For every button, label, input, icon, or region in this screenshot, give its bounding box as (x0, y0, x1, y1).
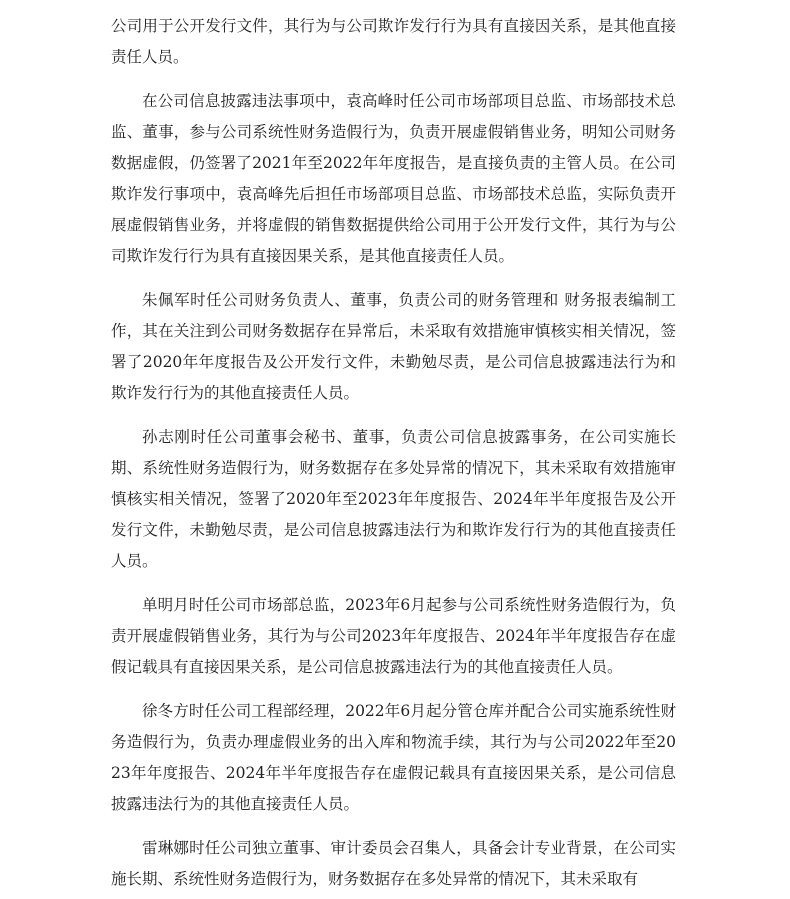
paragraph-continuation: 公司用于公开发行文件，其行为与公司欺诈发行行为具有直接因关系，是其他直接责任人员。 (111, 17, 676, 66)
paragraph-lei-linna: 雷琳娜时任公司独立董事、审计委员会召集人，具备会计专业背景，在公司实施长期、系统性财务造假行为，财务数据存在多处异常的情况下，其未采取有 (111, 839, 676, 888)
paragraph-zhu-peijun: 朱佩军时任公司财务负责人、董事，负责公司的财务管理和 财务报表编制工作，其在关注到公司财务数据存在异常后，未采取有效措施审慎核实相关情况，签署了2020年年度报告及公开发行文件，未勤勉尽责，是公司信息披露违法行为和欺诈发行行为的其他直接责任人员。 (111, 291, 676, 402)
paragraph-yuan-gaofeng: 在公司信息披露违法事项中，袁高峰时任公司市场部项目总监、市场部技术总监、董事，参与公司系统性财务造假行为，负责开展虚假销售业务，明知公司财务数据虚假，仍签署了2021年至2022年年度报告，是直接负责的主管人员。在公司欺诈发行事项中，袁高峰先后担任市场部项目总监、市场部技术总监，实际负责开展虚假销售业务，并将虚假的销售数据提供给公司用于公开发行文件，其行为与公司欺诈发行行为具有直接因果关系，是其他直接责任人员。 (111, 92, 676, 265)
paragraph-sun-zhigang: 孙志刚时任公司董事会秘书、董事，负责公司信息披露事务，在公司实施长期、系统性财务造假行为，财务数据存在多处异常的情况下，其未采取有效措施审慎核实相关情况，签署了2020年至2023年年度报告、2024年半年度报告及公开发行文件，未勤勉尽责，是公司信息披露违法行为和欺诈发行行为的其他直接责任人员。 (111, 428, 676, 570)
paragraph-xu-dongfang: 徐冬方时任公司工程部经理，2022年6月起分管仓库并配合公司实施系统性财务造假行为，负责办理虚假业务的出入库和物流手续，其行为与公司2022年至2023年年度报告、2024年半年度报告存在虚假记载具有直接因果关系，是公司信息披露违法行为的其他直接责任人员。 (111, 702, 676, 813)
paragraph-shan-mingyue: 单明月时任公司市场部总监，2023年6月起参与公司系统性财务造假行为，负责开展虚假销售业务，其行为与公司2023年年度报告、2024年半年度报告存在虚假记载具有直接因果关系，是公司信息披露违法行为的其他直接责任人员。 (111, 596, 676, 676)
